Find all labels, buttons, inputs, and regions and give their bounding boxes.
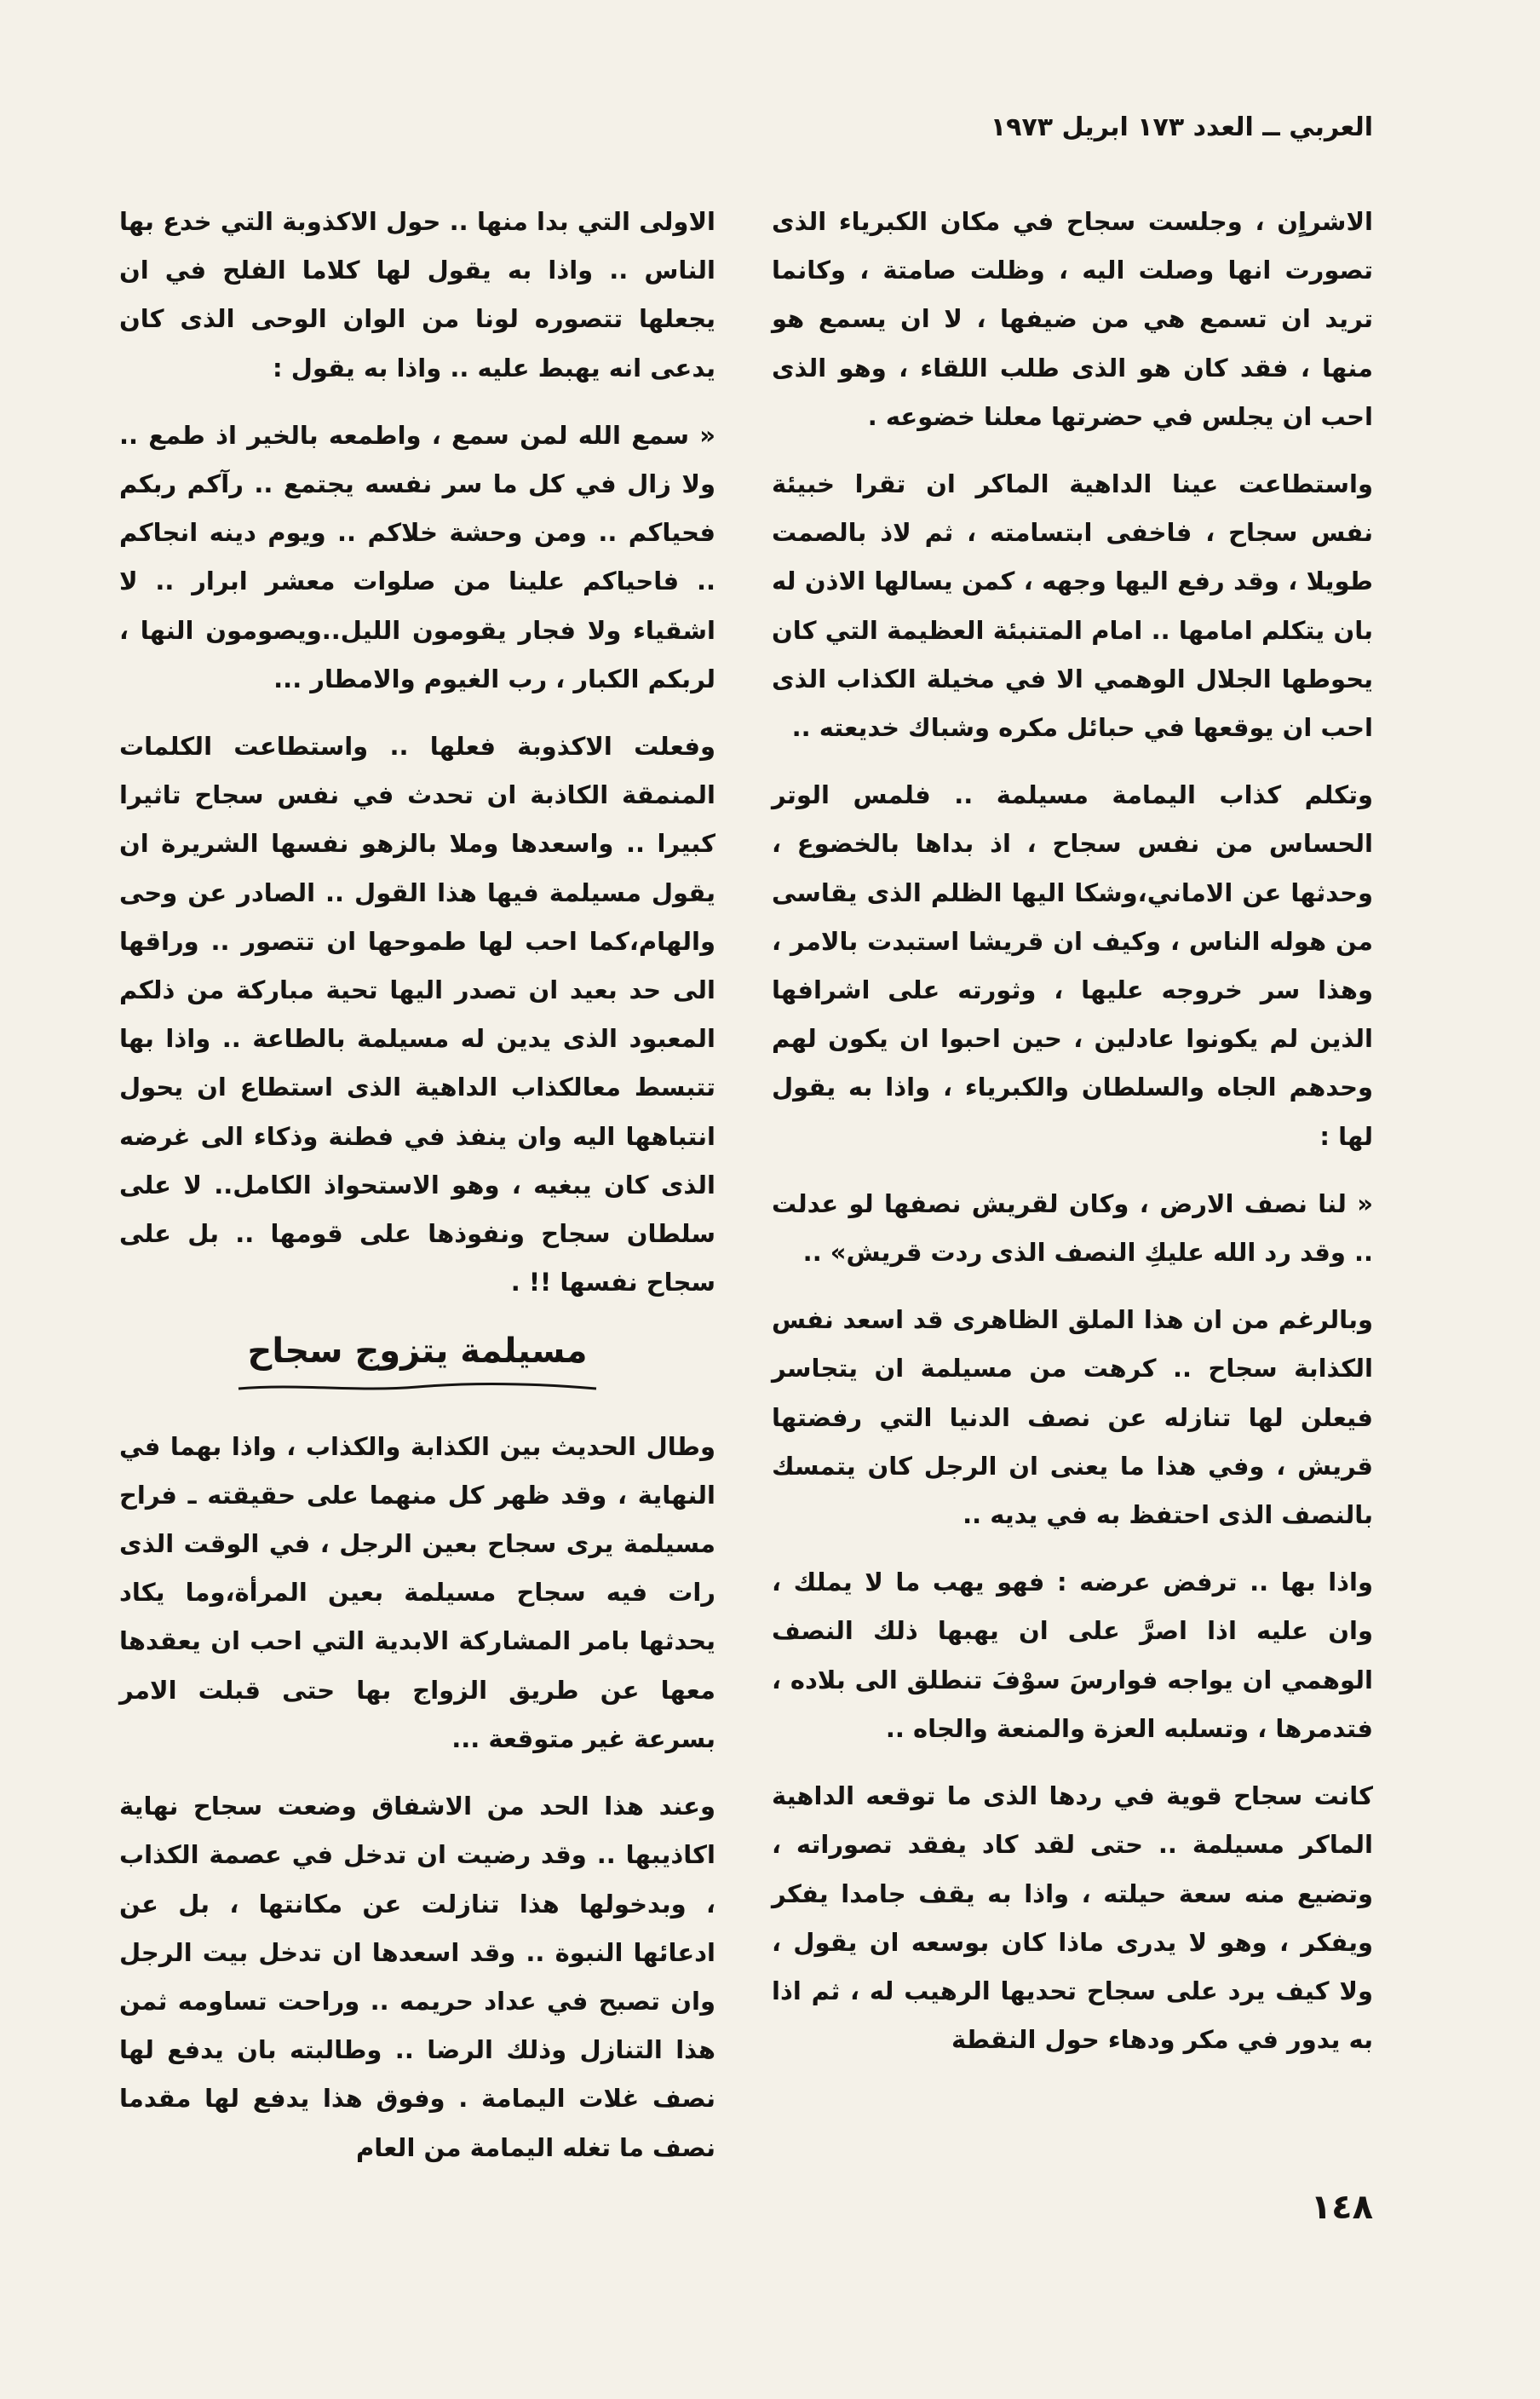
paragraph: وبالرغم من ان هذا الملق الظاهرى قد اسعد نفس الكذابة سجاح .. كرهت من مسيلمة ان يتجاسر فيعلن لها تنازله عن نصف الدنيا التي رفضتها قريش ، وفي هذا ما يعنى ان الرجل كان يتمسك بالنصف الذى احتفظ به في يديه .. (772, 1305, 1373, 1530)
paragraph: واذا بها .. ترفض عرضه : فهو يهب ما لا يملك ، وان عليه اذا اصرَّ على ان يهبها ذلك النصف الوهمي ان يواجه فوارسَ سوْفَ تنطلق الى بلاده ، فتدمرها ، وتسلبه العزة والمنعة والجاه .. (772, 1568, 1373, 1743)
quote-paragraph: « سمع الله لمن سمع ، واطمعه بالخير اذ طمع .. ولا زال في كل ما سر نفسه يجتمع .. رآكم ربكم فحياكم .. ومن وحشة خلاكم .. ويوم دينه انجاكم .. فاحياكم علينا من صلوات معشر ابرار .. لا اشقياء ولا فجار يقومون الليل..ويصومون النها ، لربكم الكبار ، رب الغيوم والامطار ... (119, 420, 715, 693)
left-column (119, 198, 715, 2162)
paragraph: كانت سجاح قوية في ردها الذى ما توقعه الداهية الماكر مسيلمة .. حتى لقد كاد يفقد تصوراته ، وتضيع منه سعة حيلته ، واذا به يقف جامدا يفكر ويفكر ، وهو لا يدرى ماذا كان بوسعه ان يقول ، ولا كيف يرد على سجاح تحديها الرهيب له ، ثم اذا به يدور في مكر ودهاء حول النقطة (772, 1781, 1373, 2055)
paragraph: الاولى التي بدا منها .. حول الاكذوبة التي خدع بها الناس .. واذا به يقول لها كلاما الفلح في ان يجعلها تتصوره لونا من الوان الوحى الذى كان يدعى انه يهبط عليه .. واذا به يقول : (119, 207, 715, 383)
paragraph: وطال الحديث بين الكذابة والكذاب ، واذا بهما في النهاية ، وقد ظهر كل منهما على حقيقته ـ فراح مسيلمة يرى سجاح بعين الرجل ، في الوقت الذى رات فيه سجاح مسيلمة بعين المرأة،وما يكاد يحدثها بامر المشاركة الابدية التي احب ان يعقدها معها عن طريق الزواج بها حتى قبلت الامر بسرعة غير متوقعة ... (119, 1431, 715, 1753)
page-number: ١٤٨ (1310, 2188, 1373, 2227)
paragraph: واستطاعت عينا الداهية الماكر ان تقرا خبيئة نفس سجاح ، فاخفى ابتسامته ، ثم لاذ بالصمت طويلا ، وقد رفع اليها وجهه ، كمن يسالها الاذن له بان يتكلم امامها .. امام المتنبئة العظيمة التي كان يحوطها الجلال الوهمي الا في مخيلة الكذاب الذى احب ان يوقعها في حبائل مكره وشباك خديعته .. (772, 469, 1373, 743)
paragraph: وتكلم كذاب اليمامة مسيلمة .. فلمس الوتر الحساس من نفس سجاح ، اذ بداها بالخضوع ، وحدثها عن الاماني،وشكا اليها الظلم الذى يقاسى من هوله الناس ، وكيف ان قريشا استبدت بالامر ، وهذا سر خروجه عليها ، وثورته على اشرافها الذين لم يكونوا عادلين ، حين احبوا ان يكون لهم وحدهم الجاه والسلطان والكبرياء ، واذا به يقول لها : (772, 780, 1373, 1151)
paragraph: وعند هذا الحد من الاشفاق وضعت سجاح نهاية اكاذيبها .. وقد رضيت ان تدخل في عصمة الكذاب ، وبدخولها هذا تنازلت عن مكانتها ، بل عن ادعائها النبوة .. وقد اسعدها ان تدخل بيت الرجل وان تصبح في عداد حريمه .. وراحت تساومه ثمن هذا التنازل وذلك الرضا .. وطالبته بان يدفع لها نصف غلات اليمامة . وفوق هذا يدفع لها مقدما نصف ما تغله اليمامة من العام (119, 1792, 715, 2162)
section-heading-text: مسيلمة يتزوج سجاح (247, 1332, 588, 1372)
right-column (772, 198, 1373, 2157)
quote-paragraph: « لنا نصف الارض ، وكان لقريش نصفها لو عدلت .. وقد رد الله عليكِ النصف الذى ردت قريش» .. (772, 1188, 1373, 1268)
paragraph: الاشراٍن ، وجلست سجاح في مكان الكبرياء الذى تصورت انها وصلت اليه ، وظلت صامتة ، وكانما تريد ان تسمع هي من ضيفها ، لا ان يسمع هو منها ، فقد كان هو الذى طلب اللقاء ، وهو الذى احب ان يجلس في حضرتها معلنا خضوعه . (772, 207, 1373, 431)
running-header: العربي ــ العدد ١٧٣ ابريل ١٩٧٣ (990, 112, 1373, 142)
section-heading (119, 1327, 715, 1393)
paragraph: وفعلت الاكذوبة فعلها .. واستطاعت الكلمات المنمقة الكاذبة ان تحدث في نفس سجاح تاثيرا كبيرا .. واسعدها وملا بالزهو نفسها الشريرة ان يقول مسيلمة فيها هذا القول .. الصادر عن وحى والهام،كما احب لها طموحها ان تتصور .. وراقها الى حد بعيد ان تصدر اليها تحية مباركة من ذلكم المعبود الذى يدين له مسيلمة بالطاعة .. واذا بها تتبسط معالكذاب الداهية الذى استطاع ان يحول انتباهها اليه وان ينفذ في فطنة وذكاء الى غرضه الذى كان يبغيه ، وهو الاستحواذ الكامل.. لا على سلطان سجاح ونفوذها على قومها .. بل على سجاح نفسها !! . (119, 732, 715, 1297)
